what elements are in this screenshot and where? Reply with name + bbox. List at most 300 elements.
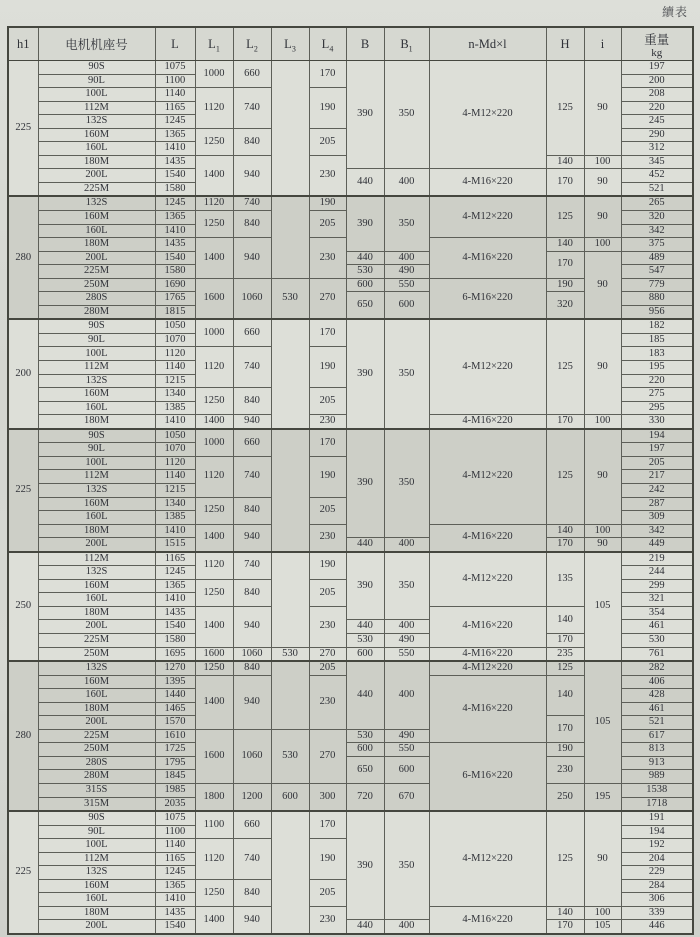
cell-nMd: 4-M16×220 <box>429 524 546 552</box>
cell-H: 250 <box>546 783 584 811</box>
cell-frame: 160L <box>38 893 155 907</box>
cell-weight: 191 <box>621 811 693 825</box>
cell-L4: 190 <box>309 347 346 388</box>
cell-L: 1140 <box>155 361 195 375</box>
cell-L4: 170 <box>309 429 346 457</box>
cell-h1: 250 <box>8 552 38 661</box>
table-header <box>8 27 693 61</box>
cell-weight: 284 <box>621 879 693 893</box>
cell-B: 530 <box>346 633 384 647</box>
cell-L2: 660 <box>233 429 271 457</box>
cell-frame: 90S <box>38 319 155 333</box>
cell-frame: 112M <box>38 361 155 375</box>
cell-L: 1340 <box>155 497 195 511</box>
cell-H: 140 <box>546 675 584 716</box>
cell-weight: 217 <box>621 470 693 484</box>
cell-L4: 205 <box>309 579 346 606</box>
cell-frame: 132S <box>38 566 155 580</box>
cell-weight: 194 <box>621 429 693 443</box>
table-row <box>8 319 693 333</box>
cell-L: 1410 <box>155 593 195 607</box>
cell-L1: 1600 <box>195 729 233 783</box>
cell-nMd: 4-M16×220 <box>429 647 546 661</box>
cell-weight: 295 <box>621 401 693 415</box>
cell-weight: 205 <box>621 456 693 470</box>
cell-L: 1845 <box>155 770 195 784</box>
cell-H: 170 <box>546 169 584 197</box>
cell-L1: 1120 <box>195 839 233 880</box>
cell-i: 100 <box>584 524 621 538</box>
cell-nMd: 4-M16×220 <box>429 238 546 279</box>
cell-B: 600 <box>346 743 384 757</box>
cell-H: 320 <box>546 292 584 320</box>
cell-L: 1365 <box>155 211 195 225</box>
cell-weight: 813 <box>621 743 693 757</box>
cell-B1: 350 <box>384 429 429 538</box>
cell-h1: 225 <box>8 429 38 552</box>
cell-frame: 112M <box>38 552 155 566</box>
cell-L2: 740 <box>233 347 271 388</box>
cell-B: 530 <box>346 729 384 743</box>
cell-frame: 100L <box>38 456 155 470</box>
cell-L1: 1250 <box>195 879 233 906</box>
cell-H: 230 <box>546 756 584 783</box>
cell-nMd: 4-M12×220 <box>429 661 546 675</box>
cell-B: 440 <box>346 920 384 934</box>
cell-frame: 160L <box>38 689 155 703</box>
cell-weight: 446 <box>621 920 693 934</box>
cell-L2: 740 <box>233 456 271 497</box>
cell-weight: 200 <box>621 74 693 88</box>
cell-L2: 1200 <box>233 783 271 811</box>
cell-weight: 282 <box>621 661 693 675</box>
cell-H: 125 <box>546 319 584 414</box>
cell-H: 140 <box>546 606 584 633</box>
cell-L2: 840 <box>233 879 271 906</box>
cell-frame: 315S <box>38 783 155 797</box>
cell-L1: 1120 <box>195 552 233 580</box>
cell-L2: 740 <box>233 552 271 580</box>
cell-i: 100 <box>584 415 621 429</box>
cell-weight: 185 <box>621 333 693 347</box>
cell-frame: 180M <box>38 524 155 538</box>
cell-L: 1410 <box>155 415 195 429</box>
cell-B1: 490 <box>384 633 429 647</box>
cell-L3 <box>271 196 309 278</box>
cell-H: 170 <box>546 716 584 743</box>
cell-L1: 1250 <box>195 388 233 415</box>
cell-L: 1270 <box>155 661 195 675</box>
cell-frame: 160L <box>38 593 155 607</box>
cell-L4: 170 <box>309 319 346 347</box>
continued-table-label: 續表 <box>661 5 688 19</box>
cell-frame: 90S <box>38 429 155 443</box>
cell-B1: 400 <box>384 538 429 552</box>
cell-L2: 940 <box>233 906 271 934</box>
cell-weight: 449 <box>621 538 693 552</box>
cell-L1: 1400 <box>195 415 233 429</box>
cell-L4: 230 <box>309 238 346 279</box>
cell-frame: 160L <box>38 142 155 156</box>
cell-weight: 461 <box>621 702 693 716</box>
cell-L: 1215 <box>155 483 195 497</box>
cell-frame: 160M <box>38 388 155 402</box>
cell-L1: 1400 <box>195 675 233 729</box>
cell-weight: 880 <box>621 292 693 306</box>
cell-L: 1140 <box>155 470 195 484</box>
cell-L: 1245 <box>155 866 195 880</box>
cell-L1: 1250 <box>195 497 233 524</box>
cell-frame: 160M <box>38 128 155 142</box>
cell-L2: 660 <box>233 319 271 347</box>
cell-nMd: 4-M16×220 <box>429 675 546 743</box>
cell-B: 440 <box>346 538 384 552</box>
cell-frame: 132S <box>38 866 155 880</box>
cell-B: 440 <box>346 661 384 729</box>
cell-L1: 1400 <box>195 155 233 196</box>
cell-L: 1075 <box>155 811 195 825</box>
cell-weight: 547 <box>621 265 693 279</box>
cell-weight: 521 <box>621 716 693 730</box>
cell-weight: 354 <box>621 606 693 620</box>
cell-L4: 170 <box>309 811 346 839</box>
cell-L: 1540 <box>155 920 195 934</box>
cell-L2: 740 <box>233 839 271 880</box>
cell-L: 1100 <box>155 825 195 839</box>
cell-L: 1050 <box>155 429 195 443</box>
cell-frame: 90S <box>38 61 155 75</box>
cell-L: 1765 <box>155 292 195 306</box>
cell-L4: 230 <box>309 415 346 429</box>
cell-weight: 779 <box>621 278 693 292</box>
cell-frame: 200L <box>38 716 155 730</box>
cell-weight: 275 <box>621 388 693 402</box>
cell-frame: 112M <box>38 101 155 115</box>
cell-L: 1365 <box>155 879 195 893</box>
table-row <box>8 251 693 265</box>
cell-L4: 230 <box>309 155 346 196</box>
cell-weight: 197 <box>621 61 693 75</box>
cell-h1: 200 <box>8 319 38 428</box>
cell-L2: 1060 <box>233 278 271 319</box>
table-row <box>8 552 693 566</box>
cell-L: 2035 <box>155 797 195 811</box>
cell-L1: 1000 <box>195 319 233 347</box>
cell-L2: 1060 <box>233 647 271 661</box>
cell-L: 1050 <box>155 319 195 333</box>
cell-L: 1120 <box>155 456 195 470</box>
table-row <box>8 811 693 825</box>
cell-weight: 229 <box>621 866 693 880</box>
cell-weight: 244 <box>621 566 693 580</box>
cell-i: 105 <box>584 661 621 783</box>
cell-weight: 375 <box>621 238 693 252</box>
cell-L2: 840 <box>233 211 271 238</box>
cell-L3 <box>271 61 309 197</box>
cell-weight: 452 <box>621 169 693 183</box>
cell-L4: 270 <box>309 278 346 319</box>
cell-L: 1385 <box>155 401 195 415</box>
cell-frame: 200L <box>38 538 155 552</box>
cell-L: 1245 <box>155 115 195 129</box>
cell-L: 1395 <box>155 675 195 689</box>
cell-h1: 225 <box>8 61 38 197</box>
column-header-H: H <box>546 27 584 61</box>
cell-frame: 160M <box>38 497 155 511</box>
cell-L: 1070 <box>155 443 195 457</box>
cell-H: 170 <box>546 251 584 278</box>
cell-L4: 230 <box>309 675 346 729</box>
cell-L1: 1400 <box>195 524 233 552</box>
cell-L2: 840 <box>233 661 271 675</box>
cell-L: 1610 <box>155 729 195 743</box>
cell-L2: 940 <box>233 675 271 729</box>
cell-weight: 342 <box>621 224 693 238</box>
cell-L2: 660 <box>233 61 271 88</box>
cell-B1: 550 <box>384 647 429 661</box>
cell-i: 90 <box>584 169 621 197</box>
cell-L4: 230 <box>309 524 346 552</box>
cell-B: 530 <box>346 265 384 279</box>
cell-L1: 1400 <box>195 906 233 934</box>
cell-H: 125 <box>546 811 584 906</box>
cell-B1: 350 <box>384 552 429 620</box>
cell-frame: 160M <box>38 675 155 689</box>
table-row <box>8 196 693 210</box>
cell-weight: 299 <box>621 579 693 593</box>
cell-L1: 1250 <box>195 661 233 675</box>
cell-nMd: 4-M12×220 <box>429 811 546 906</box>
cell-weight: 956 <box>621 305 693 319</box>
cell-h1: 280 <box>8 196 38 319</box>
cell-frame: 132S <box>38 661 155 675</box>
cell-L: 1365 <box>155 128 195 142</box>
cell-i: 100 <box>584 238 621 252</box>
cell-B: 390 <box>346 61 384 169</box>
table-row <box>8 661 693 675</box>
cell-frame: 180M <box>38 415 155 429</box>
cell-frame: 160L <box>38 401 155 415</box>
cell-H: 170 <box>546 633 584 647</box>
cell-H: 125 <box>546 61 584 156</box>
cell-L: 1385 <box>155 511 195 525</box>
cell-L: 1435 <box>155 155 195 169</box>
cell-B1: 670 <box>384 783 429 811</box>
cell-weight: 1718 <box>621 797 693 811</box>
cell-L2: 940 <box>233 238 271 279</box>
cell-B: 440 <box>346 620 384 634</box>
cell-nMd: 4-M16×220 <box>429 415 546 429</box>
cell-i: 90 <box>584 429 621 524</box>
cell-L: 1465 <box>155 702 195 716</box>
cell-L: 1215 <box>155 374 195 388</box>
cell-weight: 183 <box>621 347 693 361</box>
cell-B: 390 <box>346 811 384 920</box>
cell-frame: 280S <box>38 292 155 306</box>
cell-weight: 219 <box>621 552 693 566</box>
cell-B1: 600 <box>384 756 429 783</box>
cell-weight: 320 <box>621 211 693 225</box>
cell-L2: 840 <box>233 497 271 524</box>
cell-weight: 265 <box>621 196 693 210</box>
cell-weight: 309 <box>621 511 693 525</box>
cell-weight: 194 <box>621 825 693 839</box>
cell-H: 190 <box>546 278 584 292</box>
cell-B1: 490 <box>384 729 429 743</box>
cell-B: 440 <box>346 169 384 197</box>
cell-L3 <box>271 429 309 552</box>
cell-nMd: 6-M16×220 <box>429 743 546 811</box>
cell-frame: 160L <box>38 511 155 525</box>
cell-L2: 840 <box>233 579 271 606</box>
cell-i: 90 <box>584 61 621 156</box>
cell-L4: 205 <box>309 388 346 415</box>
cell-B1: 400 <box>384 920 429 934</box>
table-row <box>8 538 693 552</box>
column-header-frame: 电机机座号 <box>38 27 155 61</box>
cell-B1: 350 <box>384 196 429 251</box>
cell-weight: 208 <box>621 88 693 102</box>
cell-L1: 1400 <box>195 238 233 279</box>
cell-weight: 913 <box>621 756 693 770</box>
cell-L4: 190 <box>309 839 346 880</box>
cell-B: 600 <box>346 647 384 661</box>
cell-frame: 160M <box>38 879 155 893</box>
cell-weight: 489 <box>621 251 693 265</box>
cell-L4: 190 <box>309 88 346 129</box>
cell-L: 1540 <box>155 251 195 265</box>
cell-L: 1140 <box>155 88 195 102</box>
cell-frame: 112M <box>38 470 155 484</box>
cell-frame: 132S <box>38 374 155 388</box>
cell-frame: 315M <box>38 797 155 811</box>
cell-nMd: 4-M12×220 <box>429 552 546 607</box>
column-header-L2: $L_2$ <box>233 27 271 61</box>
cell-L4: 170 <box>309 61 346 88</box>
cell-L: 1245 <box>155 566 195 580</box>
cell-H: 190 <box>546 743 584 757</box>
cell-weight: 1538 <box>621 783 693 797</box>
cell-nMd: 4-M16×220 <box>429 906 546 934</box>
cell-nMd: 6-M16×220 <box>429 278 546 319</box>
cell-L1: 1120 <box>195 88 233 129</box>
cell-B1: 400 <box>384 251 429 265</box>
column-header-i: i <box>584 27 621 61</box>
cell-L3 <box>271 661 309 729</box>
cell-L: 1580 <box>155 633 195 647</box>
cell-i: 105 <box>584 920 621 934</box>
cell-weight: 321 <box>621 593 693 607</box>
table-row <box>8 920 693 934</box>
cell-L: 1410 <box>155 893 195 907</box>
cell-L: 1695 <box>155 647 195 661</box>
cell-i: 90 <box>584 811 621 906</box>
cell-L: 1120 <box>155 347 195 361</box>
cell-weight: 330 <box>621 415 693 429</box>
cell-frame: 90L <box>38 333 155 347</box>
cell-weight: 306 <box>621 893 693 907</box>
column-header-L3: $L_3$ <box>271 27 309 61</box>
cell-weight: 290 <box>621 128 693 142</box>
cell-weight: 220 <box>621 374 693 388</box>
cell-L3: 530 <box>271 729 309 783</box>
cell-H: 140 <box>546 238 584 252</box>
cell-L2: 940 <box>233 415 271 429</box>
cell-L: 1410 <box>155 224 195 238</box>
cell-L4: 230 <box>309 906 346 934</box>
cell-i: 90 <box>584 538 621 552</box>
cell-L1: 1600 <box>195 647 233 661</box>
cell-frame: 132S <box>38 196 155 210</box>
column-header-B1: $B_1$ <box>384 27 429 61</box>
cell-frame: 160M <box>38 211 155 225</box>
cell-B1: 490 <box>384 265 429 279</box>
cell-i: 90 <box>584 319 621 414</box>
cell-L: 1795 <box>155 756 195 770</box>
table-row <box>8 783 693 797</box>
cell-frame: 250M <box>38 647 155 661</box>
cell-H: 170 <box>546 538 584 552</box>
cell-L4: 205 <box>309 497 346 524</box>
cell-frame: 180M <box>38 702 155 716</box>
cell-L4: 230 <box>309 606 346 647</box>
cell-L: 1725 <box>155 743 195 757</box>
cell-L2: 940 <box>233 155 271 196</box>
cell-weight: 287 <box>621 497 693 511</box>
cell-frame: 225M <box>38 729 155 743</box>
cell-H: 125 <box>546 661 584 675</box>
cell-frame: 100L <box>38 839 155 853</box>
cell-L2: 940 <box>233 524 271 552</box>
column-header-L: L <box>155 27 195 61</box>
cell-weight: 617 <box>621 729 693 743</box>
column-header-nMd: n-Md×l <box>429 27 546 61</box>
cell-B: 390 <box>346 319 384 428</box>
cell-h1: 225 <box>8 811 38 934</box>
cell-frame: 200L <box>38 920 155 934</box>
cell-L: 1100 <box>155 74 195 88</box>
cell-H: 135 <box>546 552 584 607</box>
cell-B: 390 <box>346 429 384 538</box>
cell-L4: 300 <box>309 783 346 811</box>
cell-L: 1580 <box>155 265 195 279</box>
cell-B1: 550 <box>384 743 429 757</box>
cell-L: 1165 <box>155 852 195 866</box>
cell-L: 1165 <box>155 101 195 115</box>
spec-table <box>7 26 694 935</box>
cell-weight: 989 <box>621 770 693 784</box>
table-row <box>8 429 693 443</box>
cell-frame: 250M <box>38 278 155 292</box>
cell-frame: 100L <box>38 347 155 361</box>
cell-L: 1140 <box>155 839 195 853</box>
cell-L3 <box>271 552 309 647</box>
cell-frame: 90S <box>38 811 155 825</box>
cell-L4: 205 <box>309 211 346 238</box>
table-row <box>8 169 693 183</box>
cell-frame: 112M <box>38 852 155 866</box>
cell-frame: 160L <box>38 224 155 238</box>
cell-i: 90 <box>584 251 621 319</box>
cell-i: 90 <box>584 196 621 237</box>
cell-L1: 1250 <box>195 211 233 238</box>
cell-weight: 406 <box>621 675 693 689</box>
cell-frame: 90L <box>38 74 155 88</box>
cell-L: 1435 <box>155 606 195 620</box>
cell-L1: 1120 <box>195 347 233 388</box>
cell-L1: 1100 <box>195 811 233 839</box>
cell-L1: 1120 <box>195 196 233 210</box>
